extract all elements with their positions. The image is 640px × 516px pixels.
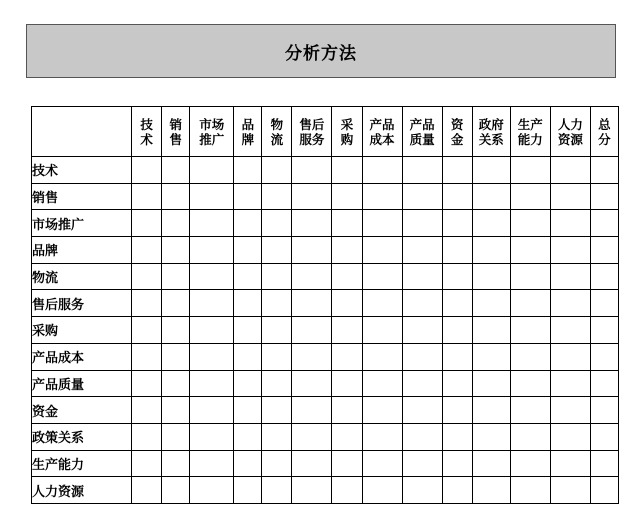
matrix-cell[interactable] — [292, 450, 332, 477]
header-row — [32, 107, 619, 157]
matrix-cell[interactable] — [190, 450, 234, 477]
matrix-cell[interactable] — [132, 317, 162, 344]
matrix-cell[interactable] — [510, 210, 550, 237]
matrix-cell[interactable] — [362, 237, 402, 264]
column-header: 政府 关系 — [472, 107, 510, 157]
table-row — [32, 183, 619, 210]
matrix-cell[interactable] — [402, 477, 442, 504]
matrix-cell[interactable] — [472, 343, 510, 370]
matrix-cell[interactable] — [362, 450, 402, 477]
matrix-cell[interactable] — [262, 237, 292, 264]
row-label: 采购 — [32, 317, 132, 344]
matrix-cell[interactable] — [510, 397, 550, 424]
matrix-cell[interactable] — [190, 263, 234, 290]
matrix-cell[interactable] — [362, 290, 402, 317]
matrix-cell[interactable] — [402, 157, 442, 184]
matrix-cell[interactable] — [292, 263, 332, 290]
matrix-cell[interactable] — [190, 477, 234, 504]
row-label: 物流 — [32, 263, 132, 290]
matrix-cell[interactable] — [332, 343, 362, 370]
matrix-cell[interactable] — [402, 397, 442, 424]
column-header: 技 术 — [132, 107, 162, 157]
matrix-cell[interactable] — [332, 477, 362, 504]
matrix-cell[interactable] — [262, 397, 292, 424]
matrix-cell[interactable] — [402, 343, 442, 370]
matrix-cell[interactable] — [234, 157, 262, 184]
matrix-cell[interactable] — [442, 157, 472, 184]
table-row — [32, 423, 619, 450]
matrix-cell[interactable] — [190, 343, 234, 370]
matrix-cell[interactable] — [234, 423, 262, 450]
matrix-cell[interactable] — [402, 263, 442, 290]
matrix-cell[interactable] — [590, 157, 618, 184]
matrix-cell[interactable] — [442, 317, 472, 344]
matrix-cell[interactable] — [162, 183, 190, 210]
matrix-cell[interactable] — [332, 290, 362, 317]
matrix-cell[interactable] — [510, 343, 550, 370]
matrix-cell[interactable] — [362, 263, 402, 290]
matrix-cell[interactable] — [402, 370, 442, 397]
matrix-cell[interactable] — [162, 210, 190, 237]
matrix-cell[interactable] — [472, 450, 510, 477]
matrix-cell[interactable] — [332, 157, 362, 184]
matrix-cell[interactable] — [132, 263, 162, 290]
matrix-cell[interactable] — [234, 397, 262, 424]
matrix-cell[interactable] — [550, 290, 590, 317]
matrix-cell[interactable] — [190, 397, 234, 424]
matrix-cell[interactable] — [262, 210, 292, 237]
matrix-cell[interactable] — [590, 263, 618, 290]
matrix-cell[interactable] — [132, 157, 162, 184]
matrix-cell[interactable] — [362, 370, 402, 397]
column-header: 产品 成本 — [362, 107, 402, 157]
matrix-cell[interactable] — [332, 370, 362, 397]
matrix-cell[interactable] — [510, 290, 550, 317]
matrix-cell[interactable] — [510, 183, 550, 210]
matrix-cell[interactable] — [162, 317, 190, 344]
matrix-cell[interactable] — [190, 317, 234, 344]
matrix-cell[interactable] — [590, 343, 618, 370]
matrix-cell[interactable] — [442, 263, 472, 290]
matrix-cell[interactable] — [132, 477, 162, 504]
matrix-cell[interactable] — [550, 450, 590, 477]
table-row — [32, 343, 619, 370]
matrix-cell[interactable] — [510, 477, 550, 504]
table-row — [32, 263, 619, 290]
matrix-cell[interactable] — [234, 290, 262, 317]
matrix-cell[interactable] — [472, 263, 510, 290]
matrix-cell[interactable] — [190, 237, 234, 264]
matrix-cell[interactable] — [590, 450, 618, 477]
page-title: 分析方法 — [285, 43, 357, 64]
matrix-cell[interactable] — [234, 370, 262, 397]
matrix-cell[interactable] — [590, 290, 618, 317]
matrix-cell[interactable] — [190, 183, 234, 210]
matrix-cell[interactable] — [234, 263, 262, 290]
matrix-cell[interactable] — [472, 370, 510, 397]
table-row — [32, 370, 619, 397]
matrix-cell[interactable] — [262, 343, 292, 370]
matrix-cell[interactable] — [234, 477, 262, 504]
matrix-cell[interactable] — [472, 157, 510, 184]
matrix-cell[interactable] — [132, 450, 162, 477]
matrix-cell[interactable] — [402, 183, 442, 210]
matrix-cell[interactable] — [362, 210, 402, 237]
matrix-cell[interactable] — [262, 157, 292, 184]
matrix-cell[interactable] — [234, 317, 262, 344]
row-label: 市场推广 — [32, 210, 132, 237]
column-header: 售后 服务 — [292, 107, 332, 157]
matrix-cell[interactable] — [262, 290, 292, 317]
table-row — [32, 317, 619, 344]
matrix-cell[interactable] — [362, 317, 402, 344]
matrix-cell[interactable] — [234, 183, 262, 210]
matrix-cell[interactable] — [162, 423, 190, 450]
row-label: 人力资源 — [32, 477, 132, 504]
matrix-cell[interactable] — [362, 343, 402, 370]
matrix-cell[interactable] — [550, 210, 590, 237]
matrix-cell[interactable] — [510, 263, 550, 290]
matrix-cell[interactable] — [402, 317, 442, 344]
matrix-cell[interactable] — [132, 370, 162, 397]
matrix-cell[interactable] — [402, 290, 442, 317]
matrix-cell[interactable] — [132, 183, 162, 210]
matrix-cell[interactable] — [590, 237, 618, 264]
matrix-cell[interactable] — [510, 317, 550, 344]
matrix-cell[interactable] — [590, 477, 618, 504]
matrix-cell[interactable] — [442, 210, 472, 237]
column-header: 生产 能力 — [510, 107, 550, 157]
matrix-cell[interactable] — [550, 183, 590, 210]
corner-cell — [32, 107, 132, 157]
matrix-cell[interactable] — [132, 237, 162, 264]
column-header: 物 流 — [262, 107, 292, 157]
matrix-cell[interactable] — [550, 157, 590, 184]
matrix-cell[interactable] — [132, 210, 162, 237]
matrix-cell[interactable] — [362, 157, 402, 184]
matrix-cell[interactable] — [332, 450, 362, 477]
matrix-cell[interactable] — [292, 343, 332, 370]
matrix-cell[interactable] — [162, 237, 190, 264]
table-row — [32, 210, 619, 237]
table-row — [32, 397, 619, 424]
matrix-cell[interactable] — [292, 477, 332, 504]
matrix-cell[interactable] — [262, 370, 292, 397]
matrix-cell[interactable] — [402, 210, 442, 237]
matrix-cell[interactable] — [234, 237, 262, 264]
matrix-cell[interactable] — [262, 423, 292, 450]
matrix-cell[interactable] — [162, 343, 190, 370]
matrix-cell[interactable] — [510, 237, 550, 264]
row-label: 政策关系 — [32, 423, 132, 450]
row-label: 生产能力 — [32, 450, 132, 477]
matrix-cell[interactable] — [332, 210, 362, 237]
table-row — [32, 450, 619, 477]
matrix-cell[interactable] — [132, 343, 162, 370]
matrix-cell[interactable] — [132, 423, 162, 450]
row-label: 售后服务 — [32, 290, 132, 317]
table-row — [32, 157, 619, 184]
matrix-cell[interactable] — [190, 370, 234, 397]
matrix-cell[interactable] — [234, 343, 262, 370]
matrix-cell[interactable] — [402, 237, 442, 264]
matrix-cell[interactable] — [590, 423, 618, 450]
matrix-cell[interactable] — [292, 317, 332, 344]
table-row — [32, 237, 619, 264]
matrix-cell[interactable] — [262, 450, 292, 477]
matrix-cell[interactable] — [472, 210, 510, 237]
matrix-cell[interactable] — [332, 237, 362, 264]
matrix-cell[interactable] — [402, 450, 442, 477]
matrix-cell[interactable] — [442, 450, 472, 477]
row-label: 技术 — [32, 157, 132, 184]
matrix-cell[interactable] — [234, 450, 262, 477]
matrix-cell[interactable] — [262, 317, 292, 344]
matrix-cell[interactable] — [442, 423, 472, 450]
matrix-cell[interactable] — [472, 477, 510, 504]
matrix-cell[interactable] — [262, 183, 292, 210]
matrix-cell[interactable] — [510, 450, 550, 477]
matrix-cell[interactable] — [332, 423, 362, 450]
matrix-cell[interactable] — [472, 183, 510, 210]
matrix-cell[interactable] — [292, 370, 332, 397]
matrix-cell[interactable] — [292, 210, 332, 237]
matrix-cell[interactable] — [234, 210, 262, 237]
matrix-cell[interactable] — [190, 157, 234, 184]
matrix-cell[interactable] — [162, 370, 190, 397]
column-header: 资 金 — [442, 107, 472, 157]
matrix-cell[interactable] — [362, 423, 402, 450]
matrix-cell[interactable] — [550, 423, 590, 450]
matrix-cell[interactable] — [292, 183, 332, 210]
matrix-cell[interactable] — [442, 370, 472, 397]
matrix-cell[interactable] — [132, 290, 162, 317]
matrix-cell[interactable] — [292, 237, 332, 264]
matrix-cell[interactable] — [550, 263, 590, 290]
matrix-cell[interactable] — [442, 343, 472, 370]
matrix-cell[interactable] — [442, 477, 472, 504]
row-label: 销售 — [32, 183, 132, 210]
column-header: 品 牌 — [234, 107, 262, 157]
matrix-cell[interactable] — [292, 157, 332, 184]
matrix-cell[interactable] — [292, 423, 332, 450]
matrix-cell[interactable] — [332, 397, 362, 424]
matrix-cell[interactable] — [162, 157, 190, 184]
matrix-cell[interactable] — [162, 397, 190, 424]
matrix-cell[interactable] — [590, 317, 618, 344]
matrix-cell[interactable] — [332, 263, 362, 290]
matrix-cell[interactable] — [292, 290, 332, 317]
matrix-cell[interactable] — [472, 237, 510, 264]
matrix-cell[interactable] — [402, 423, 442, 450]
matrix-cell[interactable] — [472, 423, 510, 450]
matrix-cell[interactable] — [510, 157, 550, 184]
matrix-cell[interactable] — [550, 477, 590, 504]
matrix-cell[interactable] — [442, 183, 472, 210]
matrix-cell[interactable] — [550, 343, 590, 370]
matrix-cell[interactable] — [190, 210, 234, 237]
column-header: 市场 推广 — [190, 107, 234, 157]
matrix-cell[interactable] — [472, 317, 510, 344]
matrix-cell[interactable] — [332, 317, 362, 344]
column-header: 人力 资源 — [550, 107, 590, 157]
matrix-cell[interactable] — [550, 397, 590, 424]
matrix-cell[interactable] — [590, 370, 618, 397]
matrix-cell[interactable] — [362, 397, 402, 424]
matrix-cell[interactable] — [550, 237, 590, 264]
matrix-cell[interactable] — [472, 397, 510, 424]
column-header: 销 售 — [162, 107, 190, 157]
analysis-matrix-table — [31, 106, 619, 504]
matrix-cell[interactable] — [590, 210, 618, 237]
table-row — [32, 290, 619, 317]
matrix-cell[interactable] — [510, 370, 550, 397]
column-header: 产品 质量 — [402, 107, 442, 157]
matrix-cell[interactable] — [442, 397, 472, 424]
matrix-cell[interactable] — [292, 397, 332, 424]
matrix-cell[interactable] — [162, 290, 190, 317]
matrix-cell[interactable] — [550, 370, 590, 397]
table-row — [32, 477, 619, 504]
matrix-cell[interactable] — [332, 183, 362, 210]
matrix-cell[interactable] — [590, 183, 618, 210]
title-bar — [26, 24, 616, 78]
matrix-body — [32, 157, 619, 504]
row-label: 产品质量 — [32, 370, 132, 397]
matrix-cell[interactable] — [362, 183, 402, 210]
matrix-cell[interactable] — [190, 423, 234, 450]
matrix-cell[interactable] — [162, 450, 190, 477]
matrix-cell[interactable] — [132, 397, 162, 424]
matrix-cell[interactable] — [550, 317, 590, 344]
column-header: 总 分 — [590, 107, 618, 157]
matrix-cell[interactable] — [262, 477, 292, 504]
matrix-cell[interactable] — [442, 290, 472, 317]
matrix-cell[interactable] — [262, 263, 292, 290]
matrix-cell[interactable] — [442, 237, 472, 264]
matrix-cell[interactable] — [162, 263, 190, 290]
matrix-cell[interactable] — [162, 477, 190, 504]
row-label: 品牌 — [32, 237, 132, 264]
matrix-cell[interactable] — [362, 477, 402, 504]
matrix-cell[interactable] — [590, 397, 618, 424]
matrix-cell[interactable] — [510, 423, 550, 450]
matrix-cell[interactable] — [190, 290, 234, 317]
row-label: 资金 — [32, 397, 132, 424]
row-label: 产品成本 — [32, 343, 132, 370]
column-header: 采 购 — [332, 107, 362, 157]
matrix-cell[interactable] — [472, 290, 510, 317]
